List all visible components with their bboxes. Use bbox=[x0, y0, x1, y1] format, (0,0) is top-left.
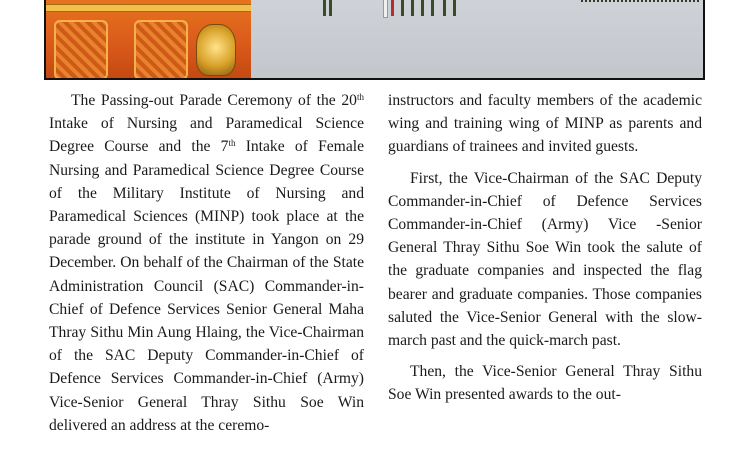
marcher bbox=[323, 0, 326, 16]
marcher bbox=[443, 0, 446, 16]
text-run: Intake of Female Nursing and Paramedical Science Degree Course of the Military Institute of Nursing and Paramedical Sciences (MINP) took place at the parade ground of the institute in Yangon on 29 December. On behalf of the Chairman of the State Administration Council (SAC) Commander-in-Chief of Defence Services Senior General Maha Thray Sithu Min Aung Hlaing, the Vice-Chairman of the SAC Deputy Commander-in-Chief of Defence Services Commander-in-Chief (Army) Vice-Senior General Thray Sithu Soe Win delivered an address at the ceremo- bbox=[49, 138, 364, 434]
ordinal-superscript: th bbox=[356, 92, 364, 102]
parade-ground bbox=[251, 0, 703, 78]
ordinal-superscript: th bbox=[228, 138, 236, 149]
golden-emblem-icon bbox=[196, 24, 236, 76]
marcher bbox=[431, 0, 434, 16]
marcher bbox=[391, 0, 394, 16]
marcher bbox=[329, 0, 332, 16]
left-paragraph bbox=[49, 89, 364, 437]
distant-troops bbox=[581, 0, 701, 2]
right-paragraph-3: Then, the Vice-Senior General Thray Sithu Soe Win presented awards to the out- bbox=[388, 363, 702, 404]
marcher bbox=[421, 0, 424, 16]
article-left-column bbox=[49, 89, 364, 437]
carving-panel-middle bbox=[134, 20, 188, 80]
parade-photo bbox=[44, 0, 705, 80]
pavilion-rail bbox=[46, 4, 251, 12]
ceremonial-pavilion bbox=[46, 0, 251, 78]
marcher bbox=[411, 0, 414, 16]
marcher bbox=[401, 0, 404, 16]
text-run: Intake of Nursing and Paramedical Science Degree Course and the 7 bbox=[49, 115, 364, 156]
text-run: The Passing-out Parade Ceremony of the 20 bbox=[71, 92, 357, 109]
right-paragraph-2: First, the Vice-Chairman of the SAC Deputy Commander-in-Chief of Defence Services Commander-in-Chief (Army) Vice -Senior General Thray Sithu Soe Win took the salute of the graduate companies and inspected the flag bearer and graduate companies. Those companies saluted the Vice-Senior General with the slow-march past and the quick-march past. bbox=[388, 169, 702, 350]
right-paragraph-1: instructors and faculty members of the academic wing and training wing of MINP as parents and guardians of trainees and invited guests. bbox=[388, 92, 702, 156]
marcher bbox=[383, 0, 388, 18]
marcher bbox=[453, 0, 456, 16]
carving-panel-left bbox=[54, 20, 108, 80]
article-right-column bbox=[388, 89, 702, 407]
